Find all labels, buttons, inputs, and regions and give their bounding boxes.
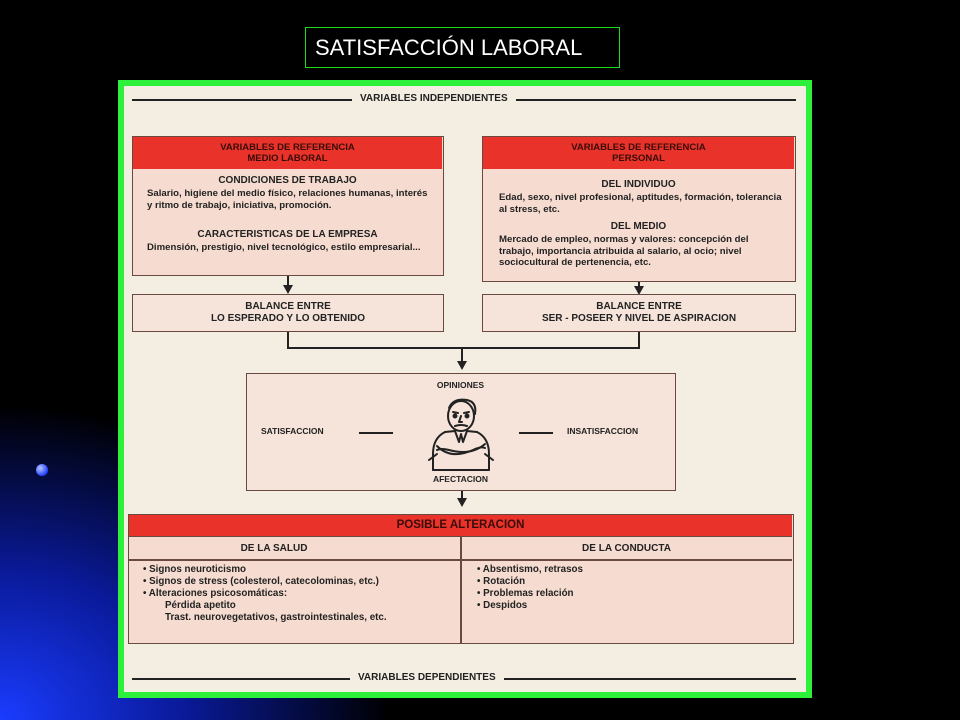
left-section-title-2: CARACTERISTICAS DE LA EMPRESA bbox=[197, 229, 378, 240]
left-section-title-1: CONDICIONES DE TRABAJO bbox=[218, 175, 357, 186]
right-section-body-1: Edad, sexo, nivel profesional, aptitudes, formación, tolerancia al stress, etc. bbox=[499, 192, 782, 215]
worker-figure-icon bbox=[423, 394, 499, 474]
list-item: • Despidos bbox=[477, 600, 528, 611]
right-section-title-2: DEL MEDIO bbox=[610, 221, 667, 232]
slide-title bbox=[305, 27, 620, 68]
connector-line bbox=[287, 332, 289, 348]
right-section-title-1: DEL INDIVIDUO bbox=[601, 179, 676, 190]
arrow-shaft bbox=[287, 276, 289, 285]
balance-left-box: BALANCE ENTRE LO ESPERADO Y LO OBTENIDO bbox=[132, 294, 444, 332]
decorative-bullet-dot bbox=[36, 464, 48, 476]
health-items-list bbox=[143, 564, 455, 624]
left-section-body-1: Salario, higiene del medio físico, relaciones humanas, interés y ritmo de trabajo, iniciativa, promoción. bbox=[147, 188, 428, 211]
right-reference-block bbox=[482, 136, 796, 282]
dissatisfaction-label: INSATISFACCION bbox=[567, 426, 639, 436]
connector-line bbox=[287, 347, 640, 349]
bottom-banner: VARIABLES DEPENDIENTES bbox=[350, 672, 504, 683]
connector-line bbox=[461, 347, 463, 361]
list-item: Trast. neurovegetativos, gastrointestinales, etc. bbox=[165, 612, 387, 623]
balance-right-box: BALANCE ENTRE SER - POSEER Y NIVEL DE ASPIRACION bbox=[482, 294, 796, 332]
column-header-rule bbox=[129, 559, 792, 561]
left-reference-header: VARIABLES DE REFERENCIA MEDIO LABORAL bbox=[133, 137, 442, 169]
connector-line bbox=[638, 332, 640, 348]
list-item: • Problemas relación bbox=[477, 588, 574, 599]
list-item: • Rotación bbox=[477, 576, 526, 587]
opinions-box bbox=[246, 373, 676, 491]
left-section-body-2: Dimensión, prestigio, nivel tecnológico, estilo empresarial... bbox=[147, 242, 421, 253]
left-reference-block bbox=[132, 136, 444, 276]
possible-alteration-header: POSIBLE ALTERACION bbox=[129, 515, 792, 537]
list-item: • Signos neuroticismo bbox=[143, 564, 247, 575]
list-item: Pérdida apetito bbox=[165, 600, 236, 611]
satisfaction-dash bbox=[359, 432, 393, 434]
affectation-label: AFECTACION bbox=[432, 474, 489, 484]
right-section-body-2: Mercado de empleo, normas y valores: concepción del trabajo, importancia atribuida al salario, al ocio; nivel sociocultural de pertenencia, etc. bbox=[499, 234, 749, 268]
conduct-column-title: DE LA CONDUCTA bbox=[582, 543, 671, 554]
diagram-paper bbox=[124, 86, 806, 692]
satisfaction-label: SATISFACCION bbox=[261, 426, 324, 436]
opinions-label: OPINIONES bbox=[436, 380, 485, 390]
dissatisfaction-dash bbox=[519, 432, 553, 434]
arrow-head bbox=[283, 285, 293, 294]
arrow-head bbox=[457, 361, 467, 370]
right-reference-header: VARIABLES DE REFERENCIA PERSONAL bbox=[483, 137, 794, 169]
list-item: • Absentismo, retrasos bbox=[477, 564, 583, 575]
conduct-items-list bbox=[477, 564, 777, 612]
arrow-shaft bbox=[461, 491, 463, 498]
top-banner: VARIABLES INDEPENDIENTES bbox=[352, 93, 516, 104]
list-item: • Signos de stress (colesterol, catecolominas, etc.) bbox=[143, 576, 379, 587]
slide-title-text: SATISFACCIÓN LABORAL bbox=[315, 34, 583, 60]
health-column-title: DE LA SALUD bbox=[240, 543, 308, 554]
arrow-head bbox=[457, 498, 467, 507]
possible-alteration-block bbox=[128, 514, 794, 644]
list-item: • Alteraciones psicosomáticas: bbox=[143, 588, 288, 599]
